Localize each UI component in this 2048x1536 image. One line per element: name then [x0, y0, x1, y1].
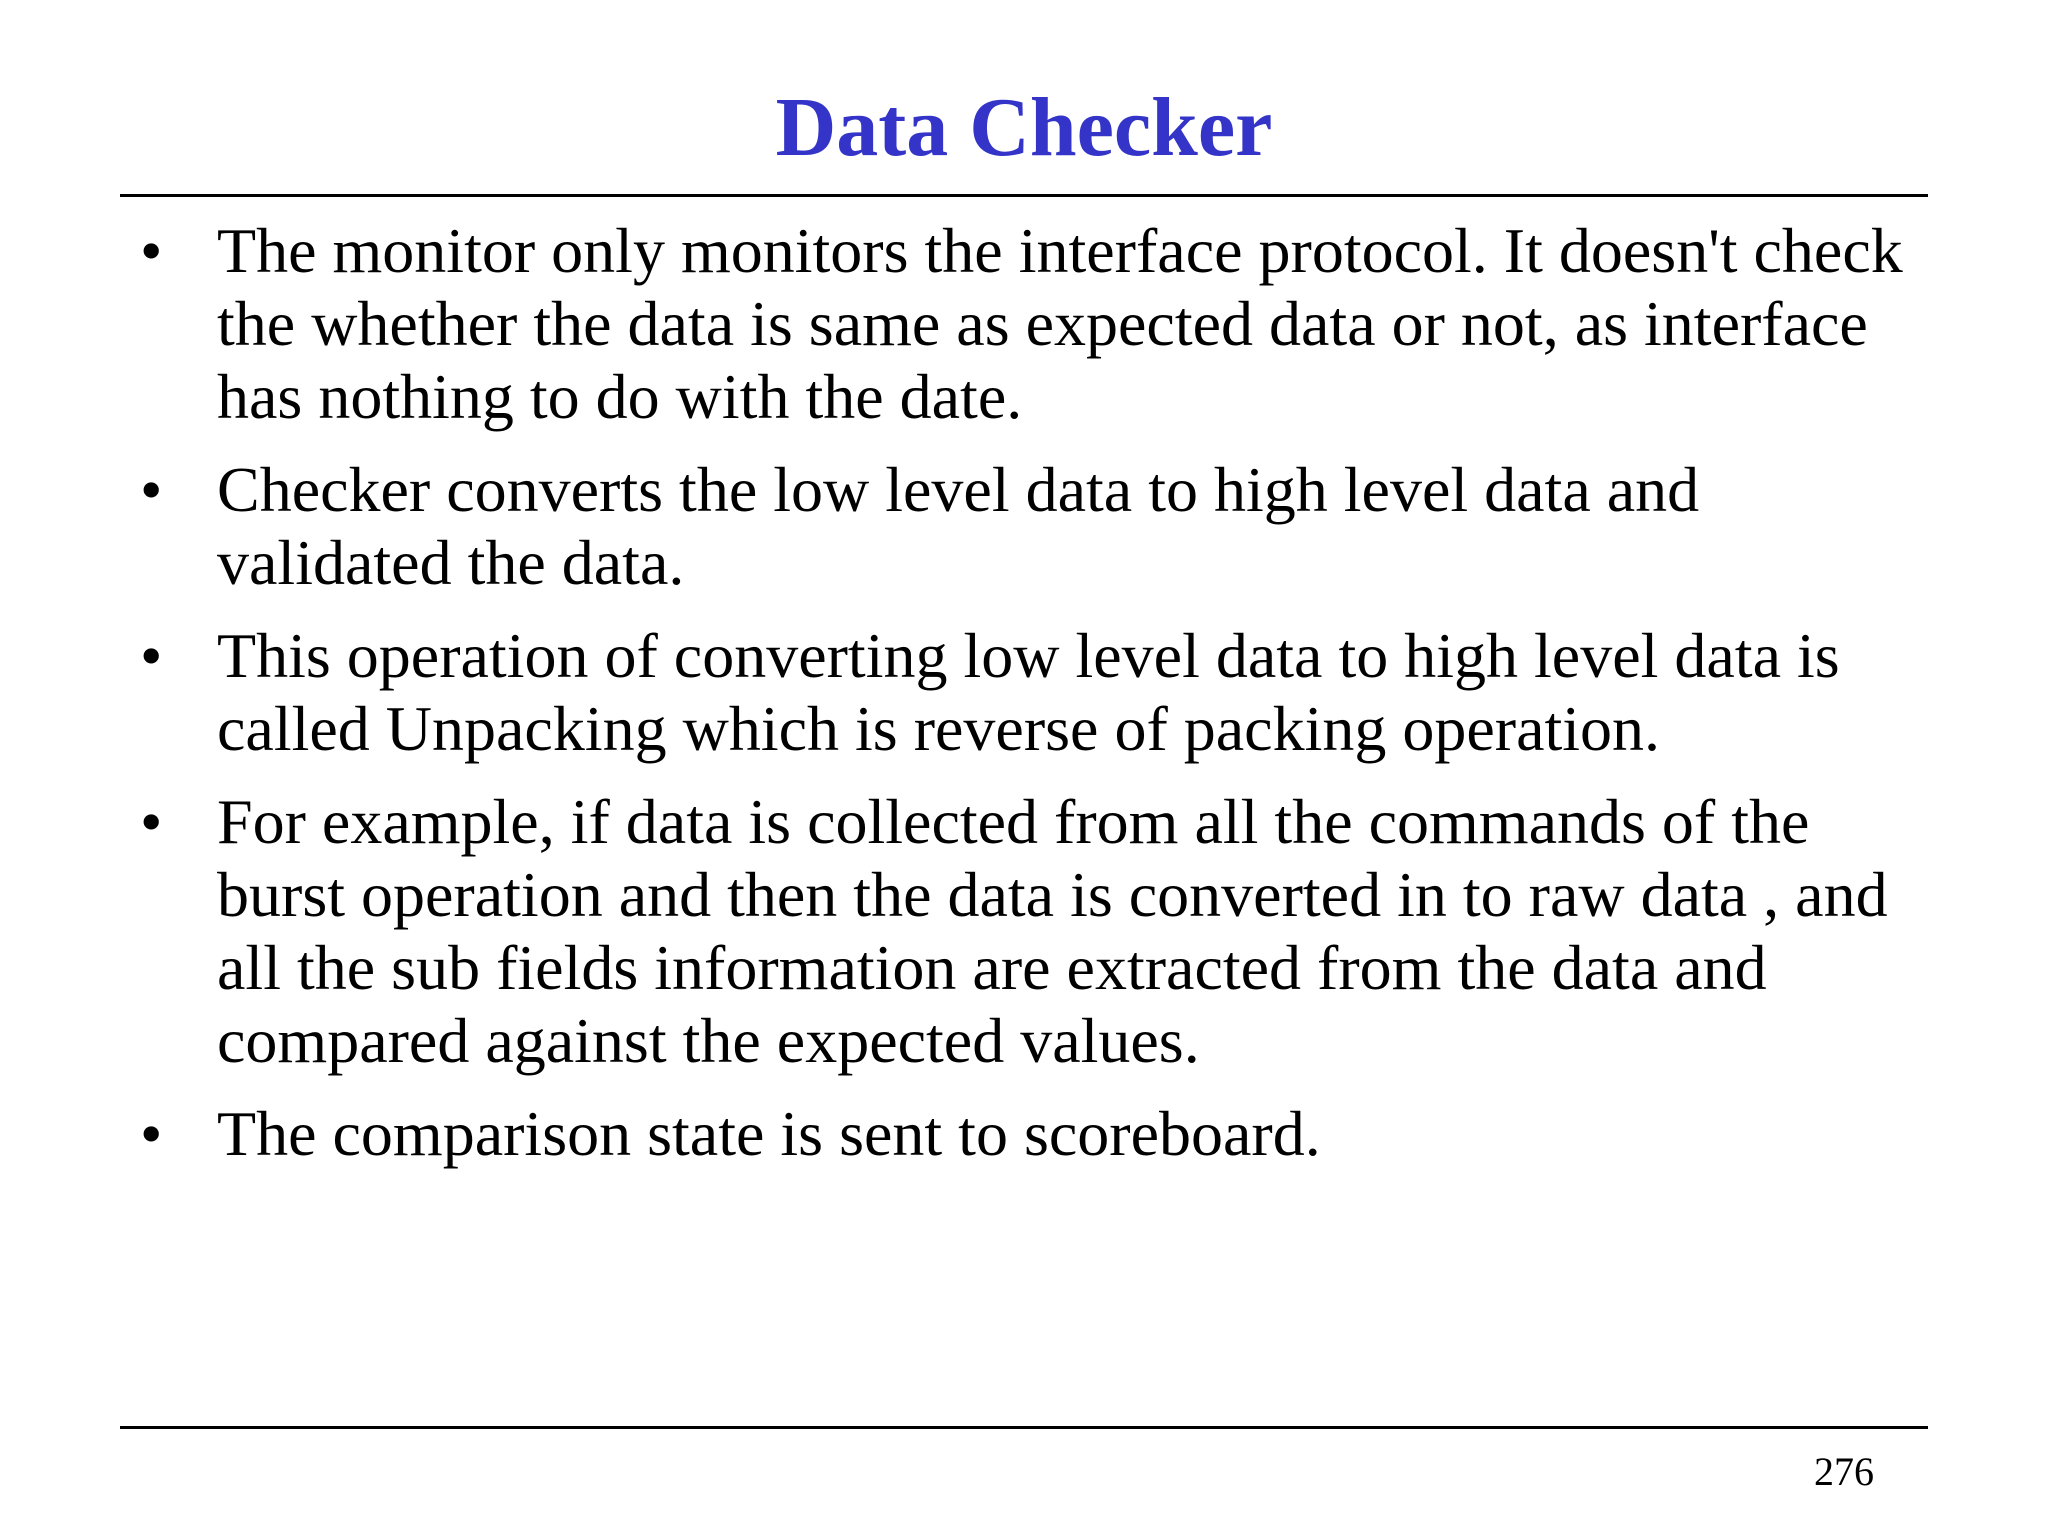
title-divider [120, 194, 1928, 197]
slide-title: Data Checker [775, 81, 1273, 174]
page-number: 276 [1814, 1449, 1874, 1494]
bullet-icon: • [140, 1098, 163, 1169]
bullet-list [140, 214, 1930, 1190]
bullet-icon: • [140, 454, 163, 525]
bullet-item [140, 1097, 1930, 1170]
bullet-icon: • [140, 620, 163, 691]
bullet-item [140, 785, 1930, 1077]
bullet-item [140, 619, 1930, 765]
bullet-icon: • [140, 215, 163, 286]
bullet-icon: • [140, 786, 163, 857]
bullet-text: For example, if data is collected from all the commands of the burst operation and then the data is converted in to raw data , and all the sub fields information are extracted from the data and compared against the expected values. [217, 786, 1888, 1076]
bullet-text: Checker converts the low level data to high level data and validated the data. [217, 454, 1700, 598]
bullet-text: This operation of converting low level data to high level data is called Unpacking which is reverse of packing operation. [217, 620, 1840, 764]
bullet-item [140, 453, 1930, 599]
bullet-text: The comparison state is sent to scoreboard. [217, 1098, 1321, 1169]
bullet-item [140, 214, 1930, 433]
bullet-text: The monitor only monitors the interface protocol. It doesn't check the whether the data is same as expected data or not, as interface has nothing to do with the date. [217, 215, 1903, 432]
footer-divider [120, 1426, 1928, 1429]
